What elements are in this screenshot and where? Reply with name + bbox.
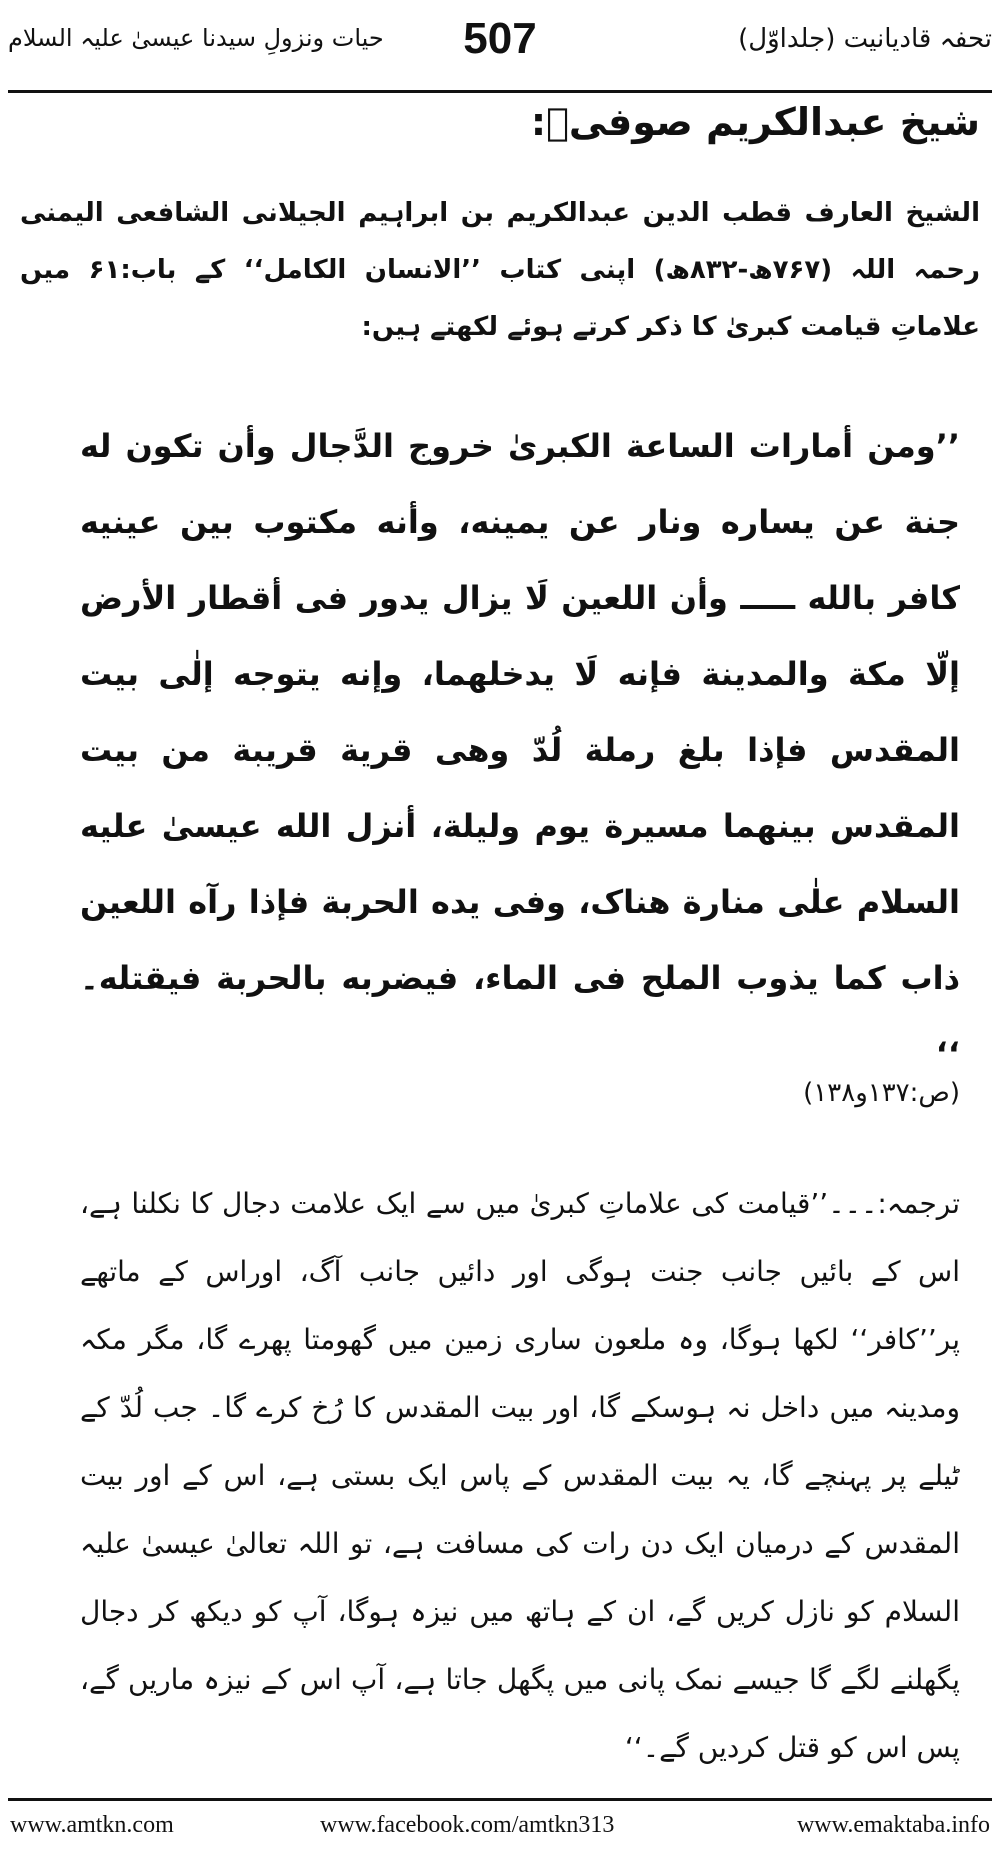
footer-link-emaktaba[interactable]: www.emaktaba.info <box>796 1812 990 1838</box>
page-header <box>8 14 992 78</box>
translation-paragraph: ترجمہ:۔۔۔’’قیامت کی علاماتِ کبریٰ میں سے ایک علامت دجال کا نکلنا ہے، اس کے بائیں جانب جنت ہوگی اور دائیں جانب آگ، اوراس کے ماتھے پر’’کافر‘‘ لکھا ہوگا، وہ ملعون ساری زمین میں گھومتا پھرے گا، مگر مکہ ومدینہ میں داخل نہ ہوسکے گا، اور بیت المقدس کا رُخ کرے گا۔ جب لُدّ کے ٹیلے پر پہنچے گا، یہ بیت المقدس کے پاس ایک بستی ہے، اس کے اور بیت المقدس کے درمیان ایک دن رات کی مسافت ہے، تو اللہ تعالیٰ عیسیٰ علیہ السلام کو نازل کریں گے، ان کے ہاتھ میں نیزہ ہوگا، آپ کو دیکھ کر دجال پگھلنے لگے گا جیسے نمک پانی میں پگھل جاتا ہے، آپ اس کے نیزہ ماریں گے، پس اس کو قتل کردیں گے۔‘‘ <box>80 1187 960 1764</box>
book-title: تحفہ قادیانیت (جلداوّل) <box>738 24 992 54</box>
arabic-quote: ’’ومن أمارات الساعة الكبرىٰ خروج الدَّجال وأن تكون له جنة عن يساره ونار عن يمينه، وأنه مكتوب بين عينيه كافر بالله ـــــ وأن اللعين لَا يزال يدور فى أقطار الأرض إلّا مكة والمدينة فإنه لَا يدخلهما، وإنه يتوجه إلٰى بيت المقدس فإذا بلغ رملة لُدّ وهى قرية قريبة من بيت المقدس بينهما مسيرة يوم وليلة، أنزل الله عيسىٰ عليه السلام علٰى منارة هناک، وفى يده الحربة فإذا رآه اللعين ذاب كما يذوب الملح فى الماء، فيضربه بالحربة فيقتله۔ ‘‘ <box>80 427 960 1073</box>
footer-divider <box>8 1798 992 1801</box>
section-heading: شیخ عبدالکریم صوفیؒ: <box>530 100 980 144</box>
chapter-title: حیات ونزولِ سیدنا عیسیٰ علیہ السلام <box>8 24 384 52</box>
footer-link-amtkn[interactable]: www.amtkn.com <box>10 1812 174 1838</box>
footer-link-facebook[interactable]: www.facebook.com/amtkn313 <box>320 1812 615 1838</box>
header-divider <box>8 90 992 93</box>
page-number: 507 <box>463 14 537 63</box>
intro-paragraph: الشیخ العارف قطب الدین عبدالکریم بن ابراہیم الجیلانی الشافعی الیمنی رحمہ اللہ (۷۶۷ھ-۸۳۲ھ) اپنی کتاب ’’الانسان الکامل‘‘ کے باب:۶۱ میں علاماتِ قیامت کبریٰ کا ذکر کرتے ہوئے لکھتے ہیں: <box>20 198 980 342</box>
page-footer <box>10 1812 990 1842</box>
citation: (ص:۱۳۷و۱۳۸) <box>803 1078 960 1108</box>
